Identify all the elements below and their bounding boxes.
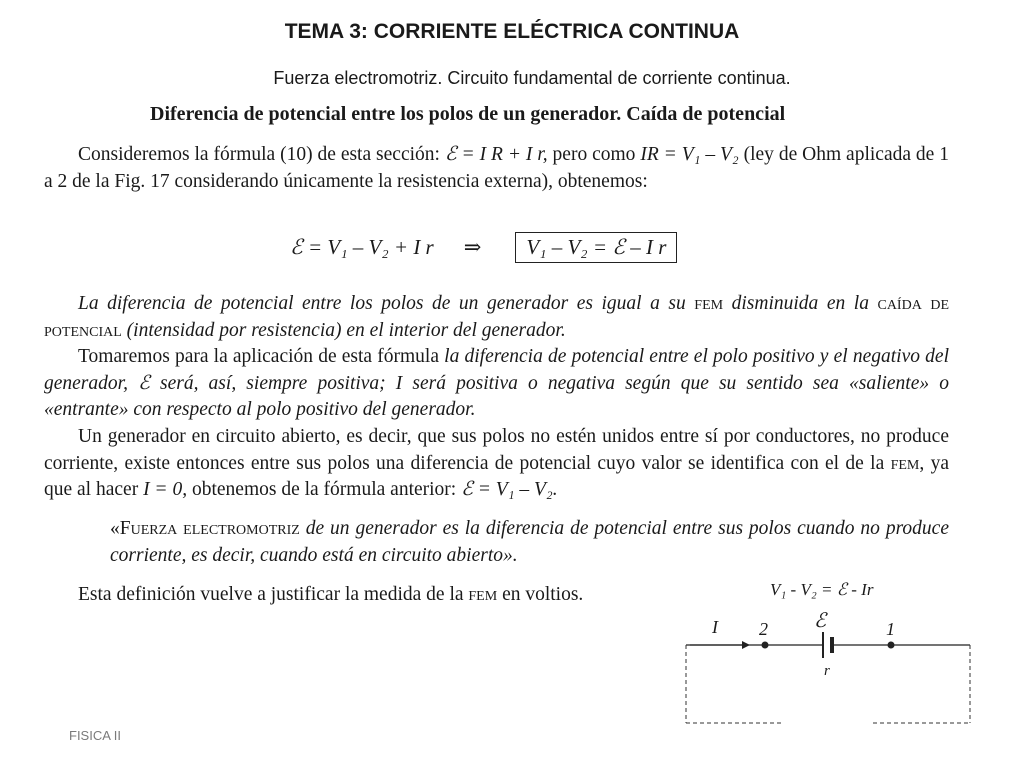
p2-text-a: La diferencia de potencial entre los polos de un generador es igual a su: [78, 293, 695, 314]
current-label: I: [712, 617, 718, 637]
section-heading: Diferencia de potencial entre los polos de un generador. Caída de potencial: [150, 103, 786, 125]
slide-title: TEMA 3: CORRIENTE ELÉCTRICA CONTINUA: [284, 20, 740, 43]
node-2-label: 2: [759, 619, 768, 639]
p4-text-a: Un generador en circuito abierto, es decir, que sus polos no estén unidos entre sí por conductores, no produce corriente, existe entonces entre sus polos una diferencia de potencial cuyo valor se identifica con el de la: [44, 426, 949, 474]
formula-left: ℰ = V₁ – V₂ + I r: [290, 235, 434, 259]
p5-text-b: de un generador es la diferencia de potencial entre sus polos cuando no produce corriente, es decir, cuando está en circuito abierto».: [110, 518, 949, 566]
p4-text-c: obtenemos de la fórmula anterior:: [187, 479, 462, 500]
emf-label: ℰ: [814, 610, 827, 632]
p2-text-b: disminuida en la: [723, 293, 878, 314]
p2-smallcaps-caida: caída de potencial: [44, 293, 950, 341]
p1-formula-1: ℰ = I R + I r,: [444, 144, 548, 165]
p1-text-c: (ley de Ohm aplicada de 1 a 2 de la Fig. 17 considerando únicamente la resistencia externa), obtenemos:: [44, 144, 949, 192]
p6-text-b: en voltios.: [497, 584, 584, 605]
p2-smallcaps-fem: fem: [694, 293, 724, 314]
p4-formula-2: ℰ = V₁ – V₂.: [461, 479, 558, 500]
node-1-dot: [888, 642, 895, 649]
node-2-dot: [762, 642, 769, 649]
footer-label: FISICA II: [69, 728, 122, 743]
internal-resistance-label: r: [824, 663, 830, 679]
p6-text-a: Esta definición vuelve a justificar la medida de la: [78, 584, 469, 605]
paragraph-4: [44, 424, 949, 504]
p1-formula-2: IR = V₁ – V₂: [640, 144, 739, 165]
paragraph-5-quote: [110, 516, 949, 569]
key-formula: [290, 232, 677, 263]
p3-text-b: la diferencia de potencial entre el polo positivo y el negativo del generador, ℰ será, así, siempre positiva; I será positiva o negativa según que su sentido sea «saliente» o «entrante» con respecto al polo positivo del generador.: [44, 346, 949, 420]
paragraph-3: [44, 344, 949, 424]
p4-smallcaps-fem: fem: [890, 452, 920, 474]
circuit-equation: V₁ - V₂ = ℰ - Ir: [770, 580, 874, 599]
p1-text-a: Consideremos la fórmula (10) de esta sección:: [78, 144, 445, 165]
p3-text-a: Tomaremos para la aplicación de esta fórmula: [78, 346, 445, 367]
formula-boxed: V₁ – V₂ = ℰ – I r: [515, 232, 677, 263]
circuit-diagram: [680, 575, 980, 730]
p1-text-b: pero como: [547, 144, 641, 165]
implies-arrow: ⇒: [463, 235, 482, 259]
node-1-label: 1: [886, 619, 895, 639]
paragraph-2: [44, 291, 949, 344]
p5-smallcaps: Fuerza electromotriz: [119, 518, 300, 539]
p6-smallcaps-fem: fem: [468, 584, 498, 605]
paragraph-1: [44, 142, 949, 195]
slide-subtitle: Fuerza electromotriz. Circuito fundamental de corriente continua.: [273, 68, 791, 88]
p4-text-b: , ya que al hacer: [44, 452, 950, 500]
p5-open-quote: «: [110, 518, 120, 539]
p4-formula-1: I = 0,: [143, 479, 188, 500]
p2-text-c: (intensidad por resistencia) en el interior del generador.: [121, 319, 566, 341]
